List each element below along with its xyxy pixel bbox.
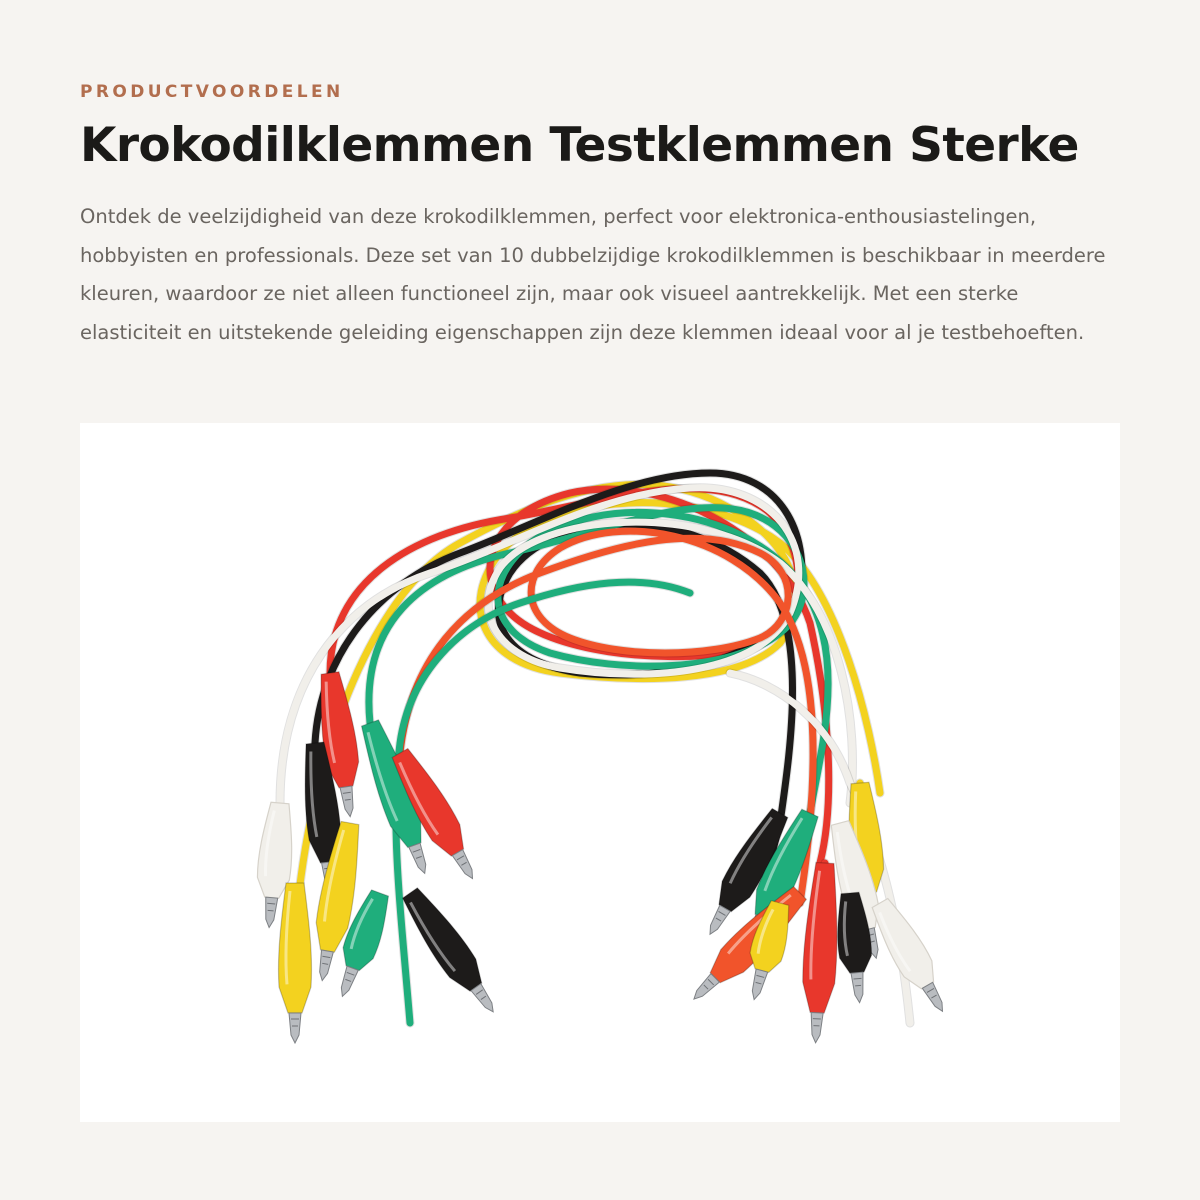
alligator-clip-black <box>396 884 506 1022</box>
section-eyebrow: PRODUCTVOORDELEN <box>80 82 344 102</box>
product-image <box>80 423 1120 1122</box>
product-title: Krokodilklemmen Testklemmen Sterke <box>80 118 1079 173</box>
alligator-clips-illustration <box>80 423 1120 1122</box>
alligator-clip-yellow <box>278 883 311 1043</box>
alligator-clip-orange <box>682 881 811 1010</box>
product-description: Ontdek de veelzijdigheid van deze krokodilklemmen, perfect voor elektronica-enthousiastelingen, hobbyisten en professionals. Deze set van 10 dubbelzijdige krokodilklemmen is beschikbaar in meerdere kleuren, waardoor ze niet alleen functioneel zijn, maar ook visueel aantrekkelijk. Met een sterke elasticiteit en uitstekende geleiding eigenschappen zijn deze klemmen ideaal voor al je testbehoeften. <box>80 205 1106 344</box>
